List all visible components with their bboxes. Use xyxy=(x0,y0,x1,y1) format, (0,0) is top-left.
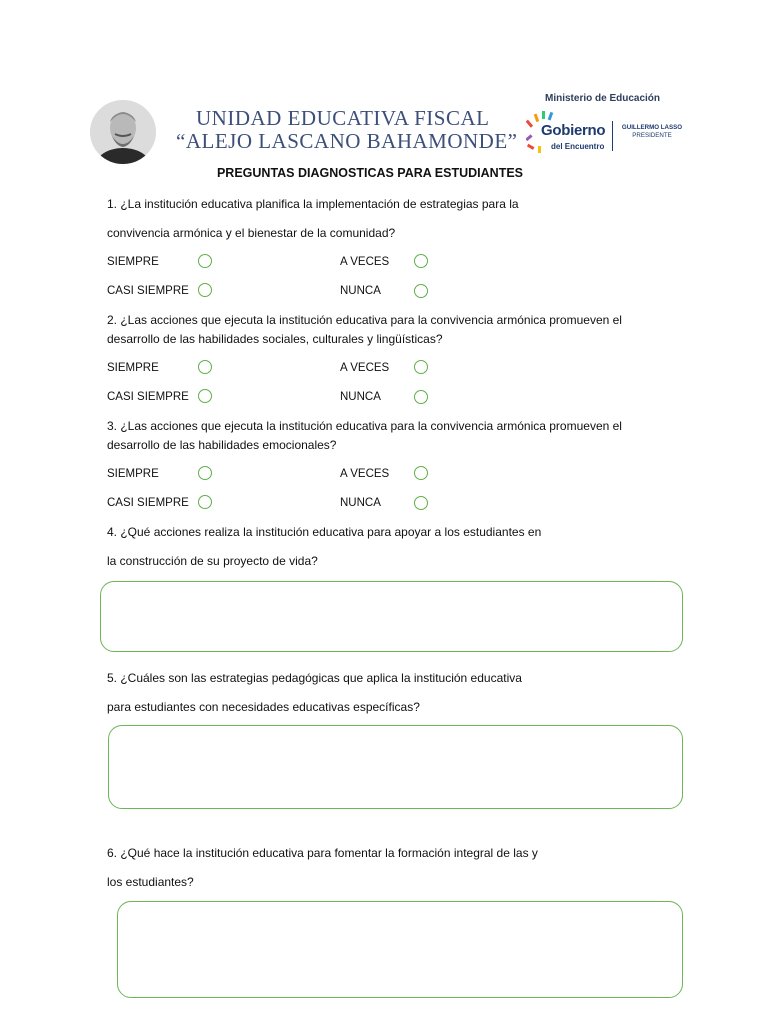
q1-option-a-veces-label: A VECES xyxy=(340,256,390,268)
q1-radio-casi-siempre[interactable] xyxy=(198,283,212,297)
question-5-line-1: 5. ¿Cuáles son las estrategias pedagógicas que aplica la institución educativa xyxy=(107,671,522,685)
q2-option-a-veces-label: A VECES xyxy=(340,362,390,374)
q3-option-a-veces-label: A VECES xyxy=(340,468,390,480)
q3-radio-casi-siempre[interactable] xyxy=(198,495,212,509)
question-4-line-2: la construcción de su proyecto de vida? xyxy=(107,554,318,568)
ministerio-label: Ministerio de Educación xyxy=(545,93,661,104)
president-credit xyxy=(618,124,686,140)
question-2-line-2: desarrollo de las habilidades sociales, culturales y lingüísticas? xyxy=(107,332,443,346)
q2-option-casi-siempre-label: CASI SIEMPRE xyxy=(107,391,189,403)
question-5-answer-box[interactable] xyxy=(108,725,683,809)
logo-divider xyxy=(612,121,613,151)
founder-portrait xyxy=(90,100,156,164)
q2-option-siempre-label: SIEMPRE xyxy=(107,362,159,374)
question-6-line-1: 6. ¿Qué hace la institución educativa para fomentar la formación integral de las y xyxy=(107,846,538,860)
question-2-line-1: 2. ¿Las acciones que ejecuta la institución educativa para la convivencia armónica promueven el xyxy=(107,313,622,327)
question-3-line-2: desarrollo de las habilidades emocionales? xyxy=(107,438,337,452)
q1-radio-a-veces[interactable] xyxy=(414,254,428,268)
q1-option-casi-siempre-label: CASI SIEMPRE xyxy=(107,285,189,297)
q2-radio-siempre[interactable] xyxy=(198,360,212,374)
question-5-line-2: para estudiantes con necesidades educativas específicas? xyxy=(107,700,420,714)
school-name-line1: UNIDAD EDUCATIVA FISCAL xyxy=(196,106,490,130)
president-title: PRESIDENTE xyxy=(632,132,672,139)
document-title: PREGUNTAS DIAGNOSTICAS PARA ESTUDIANTES xyxy=(216,166,524,180)
q3-option-siempre-label: SIEMPRE xyxy=(107,468,159,480)
q1-option-nunca-label: NUNCA xyxy=(340,285,381,297)
q1-radio-nunca[interactable] xyxy=(414,284,428,298)
school-name-line2: “ALEJO LASCANO BAHAMONDE” xyxy=(176,129,518,153)
q2-radio-nunca[interactable] xyxy=(414,390,428,404)
q2-radio-a-veces[interactable] xyxy=(414,360,428,374)
q2-radio-casi-siempre[interactable] xyxy=(198,389,212,403)
question-4-line-1: 4. ¿Qué acciones realiza la institución educativa para apoyar a los estudiantes en xyxy=(107,525,542,539)
president-name: GUILLERMO LASSO xyxy=(621,124,683,131)
q2-option-nunca-label: NUNCA xyxy=(340,391,381,403)
question-1-line-1: 1. ¿La institución educativa planifica la implementación de estrategias para la xyxy=(107,197,519,211)
gobierno-wordmark: Gobierno xyxy=(541,122,606,139)
q3-option-casi-siempre-label: CASI SIEMPRE xyxy=(107,497,189,509)
question-3-line-1: 3. ¿Las acciones que ejecuta la institución educativa para la convivencia armónica promueven el xyxy=(107,419,622,433)
question-6-answer-box[interactable] xyxy=(117,901,683,998)
question-4-answer-box[interactable] xyxy=(100,581,683,652)
q3-radio-a-veces[interactable] xyxy=(414,466,428,480)
question-1-line-2: convivencia armónica y el bienestar de la comunidad? xyxy=(107,226,396,240)
q1-option-siempre-label: SIEMPRE xyxy=(107,256,159,268)
q3-radio-nunca[interactable] xyxy=(414,496,428,510)
q3-option-nunca-label: NUNCA xyxy=(340,497,381,509)
del-encuentro-wordmark: del Encuentro xyxy=(551,142,605,151)
question-6-line-2: los estudiantes? xyxy=(107,875,194,889)
q3-radio-siempre[interactable] xyxy=(198,466,212,480)
q1-radio-siempre[interactable] xyxy=(198,254,212,268)
